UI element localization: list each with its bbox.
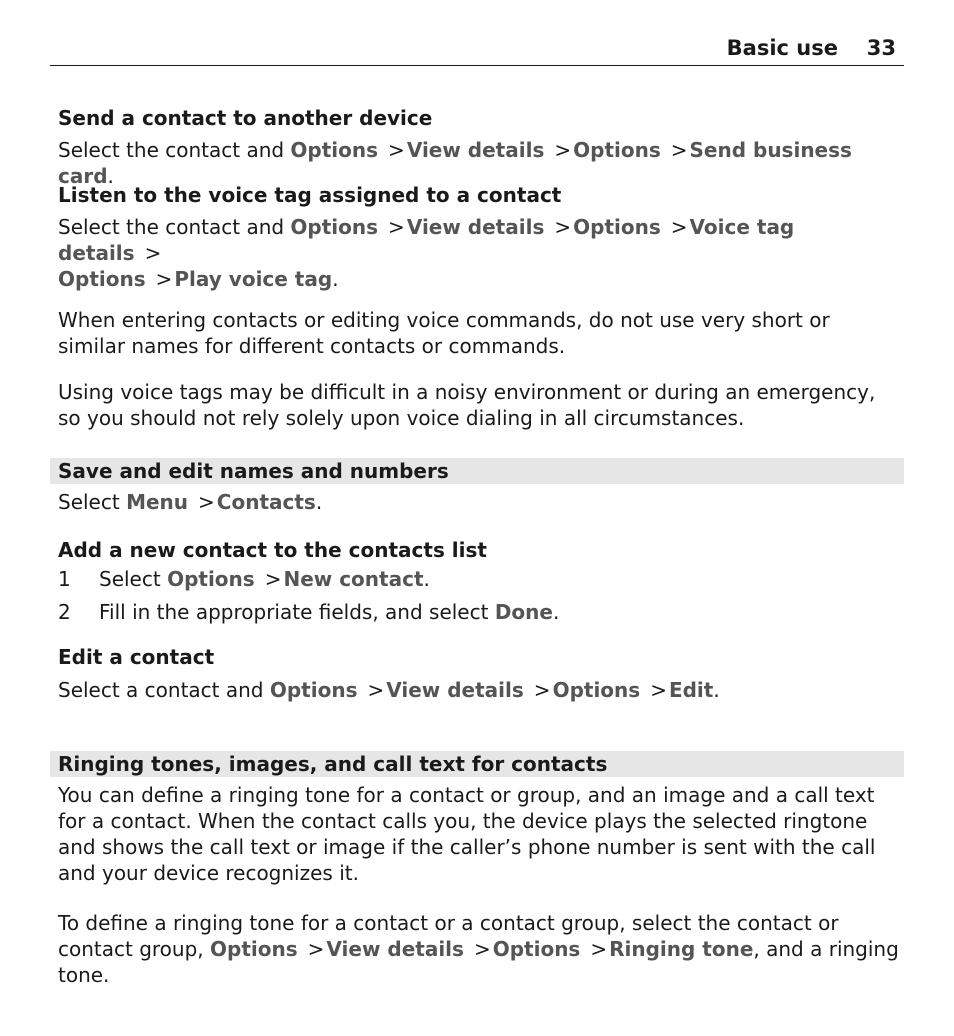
menu-path-item: Options: [492, 937, 581, 961]
text: .: [423, 567, 430, 591]
text: .: [332, 267, 339, 291]
step-text: [99, 599, 899, 625]
menu-path-item: Ringing tone: [609, 937, 754, 961]
section-title: Ringing tones, images, and call text for contacts: [58, 752, 608, 776]
heading-add-contact: Add a new contact to the contacts list: [58, 538, 487, 562]
menu-path-item: View details: [406, 138, 545, 162]
text: .: [107, 164, 114, 188]
menu-path-item: Options: [210, 937, 298, 961]
menu-path-item: Done: [494, 600, 553, 624]
menu-path-item: Options: [58, 267, 146, 291]
path-separator: >: [264, 567, 282, 591]
heading-voice-tag: Listen to the voice tag assigned to a contact: [58, 183, 562, 207]
text: .: [713, 678, 720, 702]
text: Select a contact and: [58, 678, 270, 702]
path-separator: >: [533, 678, 551, 702]
text: , and a ringing tone.: [58, 937, 899, 987]
path-separator: >: [554, 138, 572, 162]
menu-path-item: Send business card: [58, 138, 852, 188]
menu-path-item: Options: [290, 215, 379, 239]
header-title: Basic use: [726, 36, 838, 60]
step-text: [99, 566, 899, 592]
step-number: 1: [58, 567, 71, 591]
section-title: Save and edit names and numbers: [58, 459, 449, 483]
note-paragraph: Using voice tags may be difficult in a noisy environment or during an emergency, so you should not rely solely upon voice dialing in all circumstances.: [58, 380, 876, 430]
path-separator: >: [554, 215, 572, 239]
menu-path-item: View details: [326, 937, 464, 961]
text: Select the contact and: [58, 215, 291, 239]
path-separator: >: [198, 490, 215, 514]
menu-path-item: New contact: [283, 567, 424, 591]
text: .: [315, 490, 323, 514]
text: Select the contact and: [58, 138, 291, 162]
path-separator: >: [367, 678, 385, 702]
menu-path-item: Contacts: [216, 490, 316, 514]
path-separator: >: [388, 138, 405, 162]
menu-path-item: Play voice tag: [174, 267, 333, 291]
note-paragraph: When entering contacts or editing voice commands, do not use very short or similar names for different contacts or commands.: [58, 308, 830, 358]
para-edit-contact: [58, 677, 900, 703]
menu-path-item: View details: [406, 215, 545, 239]
menu-path-item: Options: [290, 138, 379, 162]
section-heading-save-edit: [50, 458, 904, 484]
text: .: [552, 600, 560, 624]
path-separator: >: [388, 215, 405, 239]
text: To define a ringing tone for a contact or a contact group, select the contact or contact group,: [58, 911, 839, 961]
path-separator: >: [155, 267, 173, 291]
path-separator: >: [144, 241, 162, 265]
page-header: [50, 36, 904, 66]
menu-path-item: Menu: [126, 490, 189, 514]
menu-path-item: Options: [573, 138, 661, 162]
menu-path-item: Options: [573, 215, 661, 239]
path-separator: >: [473, 937, 491, 961]
menu-path-item: Voice tag details: [58, 215, 795, 265]
path-separator: >: [670, 215, 688, 239]
menu-path-item: Edit: [668, 678, 714, 702]
menu-path-item: Options: [167, 567, 255, 591]
menu-path-item: Options: [269, 678, 358, 702]
menu-path-item: Options: [552, 678, 641, 702]
para-ringing-intro: You can define a ringing tone for a contact or group, and an image and a call text for a contact. When the contact calls you, the device plays the selected ringtone and shows the call text or image if the caller’s phone number is sent with the call and your device recognizes it.: [58, 783, 876, 885]
para-save-edit: [58, 489, 900, 515]
page-number: 33: [866, 36, 896, 60]
text: Select: [58, 490, 127, 514]
path-separator: >: [650, 678, 667, 702]
heading-edit-contact: Edit a contact: [58, 645, 215, 669]
heading-send-contact: Send a contact to another device: [58, 106, 433, 130]
path-separator: >: [670, 138, 688, 162]
step-number: 2: [58, 600, 71, 624]
text: Select: [99, 567, 168, 591]
text: Fill in the appropriate fields, and select: [99, 600, 495, 624]
path-separator: >: [590, 937, 608, 961]
para-ringing-define: [58, 910, 900, 988]
menu-path-item: View details: [386, 678, 524, 702]
path-separator: >: [307, 937, 325, 961]
section-heading-ringing: [50, 751, 904, 777]
para-voice-tag: [58, 214, 900, 292]
